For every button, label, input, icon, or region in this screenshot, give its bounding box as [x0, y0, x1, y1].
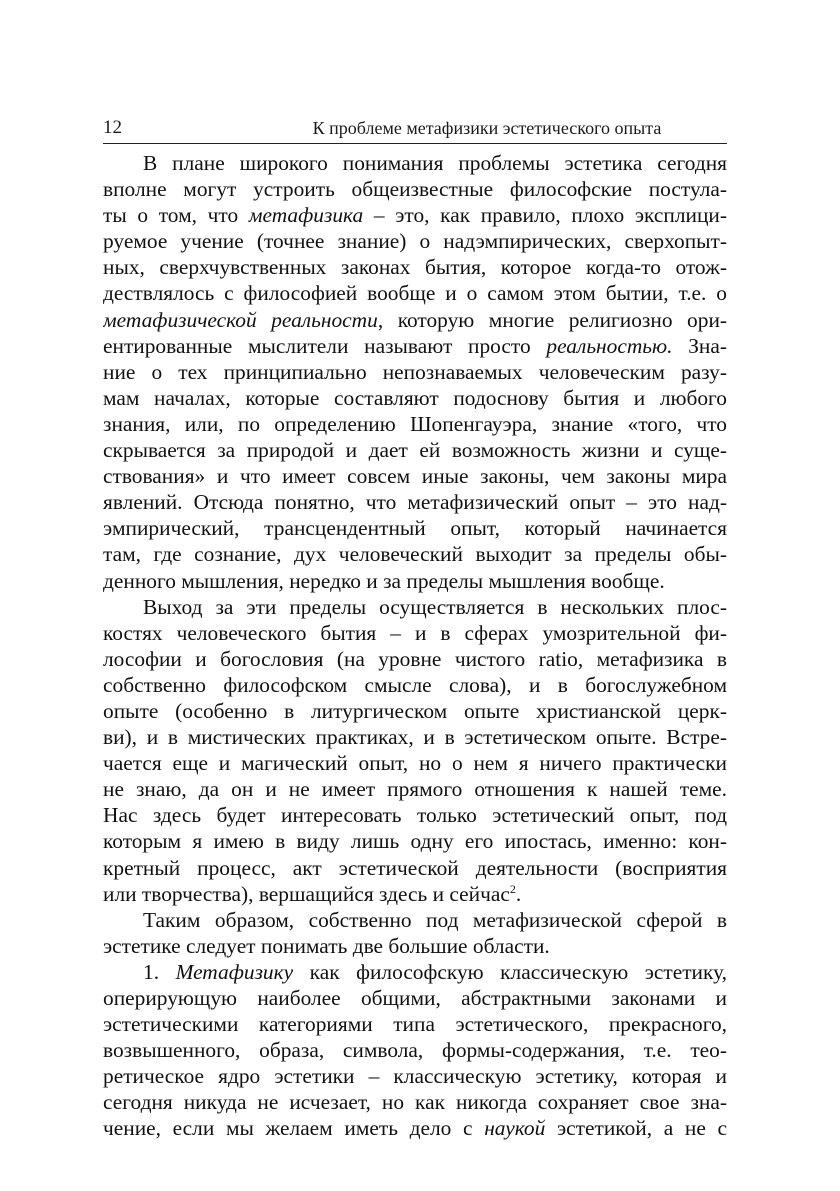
- text-line: [103, 202, 727, 228]
- text-line: дествлялось с философией вообще и о самом этом бытии, т.е. о: [103, 281, 727, 306]
- running-title: К проблеме метафизики эстетического опыта: [312, 118, 662, 138]
- text-line: [103, 959, 727, 985]
- text-line: Таким образом, собственно под метафизической сферой в: [143, 907, 727, 932]
- text-line: чается еще и магический опыт, но о нем я ничего практически: [103, 751, 727, 776]
- list-number: 1.: [143, 959, 176, 984]
- text-line: Нас здесь будет интересовать только эстетический опыт, под: [103, 803, 727, 828]
- text-line: опыте (особенно в литургическом опыте христианской церк-: [103, 698, 727, 723]
- text-line: вполне могут устроить общеизвестные философские постула-: [103, 177, 727, 202]
- text-line: эстетике следует понимать две большие области.: [103, 933, 550, 958]
- text-line: В плане широкого понимания проблемы эстетика сегодня: [143, 151, 727, 175]
- italic-term: метафизической реальности: [103, 307, 378, 332]
- text-line: которым я имею в виду лишь одну его ипостась, именно: кон-: [103, 829, 727, 854]
- text-line: эстетическими категориями типа эстетического, прекрасного,: [103, 1012, 727, 1037]
- body-text: [103, 150, 727, 1142]
- text-line: знания, или, по определению Шопенгауэра, знание «того, что: [103, 411, 727, 436]
- text-line: костях человеческого бытия – и в сферах умозрительной фи-: [103, 620, 727, 645]
- text-run: .: [515, 881, 522, 906]
- italic-term: Метафизику: [175, 959, 294, 984]
- text-line: ных, сверхчувственных законах бытия, которое когда-то отож-: [103, 255, 727, 280]
- text-line: лософии и богословия (на уровне чистого ratio, метафизика в: [103, 646, 727, 671]
- text-line: сегодня никуда не исчезает, но как никогда сохраняет свое зна-: [103, 1090, 727, 1115]
- text-line: мам началах, которые составляют подоснову бытия и любого: [103, 385, 727, 410]
- text-line: ние о тех принципиально непознаваемых человеческим разу-: [103, 359, 727, 384]
- text-line: руемое учение (точнее знание) о надэмпирических, сверхопыт-: [103, 229, 727, 254]
- text-run: ентированные мыслители называют просто: [103, 333, 547, 358]
- text-run: чение, если мы желаем иметь дело с: [103, 1116, 485, 1141]
- text-line: [103, 881, 727, 907]
- text-run: или творчества), вершащийся здесь и сейчас: [103, 881, 510, 906]
- text-line: ствования» и что имеет совсем иные законы, чем законы мира: [103, 464, 727, 489]
- text-line: там, где сознание, дух человеческий выходит за пределы обы-: [103, 542, 727, 567]
- text-run: ты о том, что: [103, 203, 249, 228]
- text-line: не знаю, да он и не имеет прямого отношения к нашей теме.: [103, 777, 727, 802]
- paragraph-2: [103, 594, 727, 907]
- text-line: Выход за эти пределы осуществляется в нескольких плос-: [143, 594, 727, 619]
- text-line: ретическое ядро эстетики – классическую эстетику, которая и: [103, 1064, 727, 1089]
- paragraph-1: [103, 150, 727, 594]
- text-line: денного мышления, нередко и за пределы мышления вообще.: [103, 568, 665, 593]
- text-line: скрывается за природой и дает ей возможность жизни и суще-: [103, 438, 727, 463]
- text-line: оперирующую наиболее общими, абстрактными законами и: [103, 986, 727, 1010]
- text-run: , которую многие религиозно ори-: [377, 307, 727, 332]
- text-line: возвышенного, образа, символа, формы-содержания, т.е. тео-: [103, 1038, 727, 1063]
- text-line: эмпирический, трансцендентный опыт, который начинается: [103, 516, 727, 541]
- text-run: – это, как правило, плохо эксплици-: [363, 203, 727, 228]
- text-line: [103, 1115, 727, 1141]
- italic-term: метафизика: [248, 203, 364, 228]
- running-header: [103, 113, 727, 144]
- italic-term: наукой: [484, 1116, 546, 1141]
- paragraph-4: [103, 959, 727, 1142]
- footnote-marker: 2: [509, 881, 516, 896]
- text-line: кретный процесс, акт эстетической деятельности (восприятия: [103, 855, 727, 880]
- page-number: 12: [103, 117, 122, 138]
- text-line: ви), и в мистических практиках, и в эстетическом опыте. Встре-: [103, 725, 727, 750]
- text-run: эстетикой, а не с: [545, 1116, 727, 1141]
- text-run: Зна-: [672, 333, 727, 358]
- text-run: как философскую классическую эстетику,: [293, 959, 727, 984]
- text-line: [103, 333, 727, 359]
- italic-term: реальностью.: [546, 333, 673, 358]
- text-line: собственно философском смысле слова), и в богослужебном: [103, 672, 727, 697]
- text-line: [103, 307, 727, 333]
- paragraph-3: [103, 907, 727, 959]
- text-line: явлений. Отсюда понятно, что метафизический опыт – это над-: [103, 490, 727, 515]
